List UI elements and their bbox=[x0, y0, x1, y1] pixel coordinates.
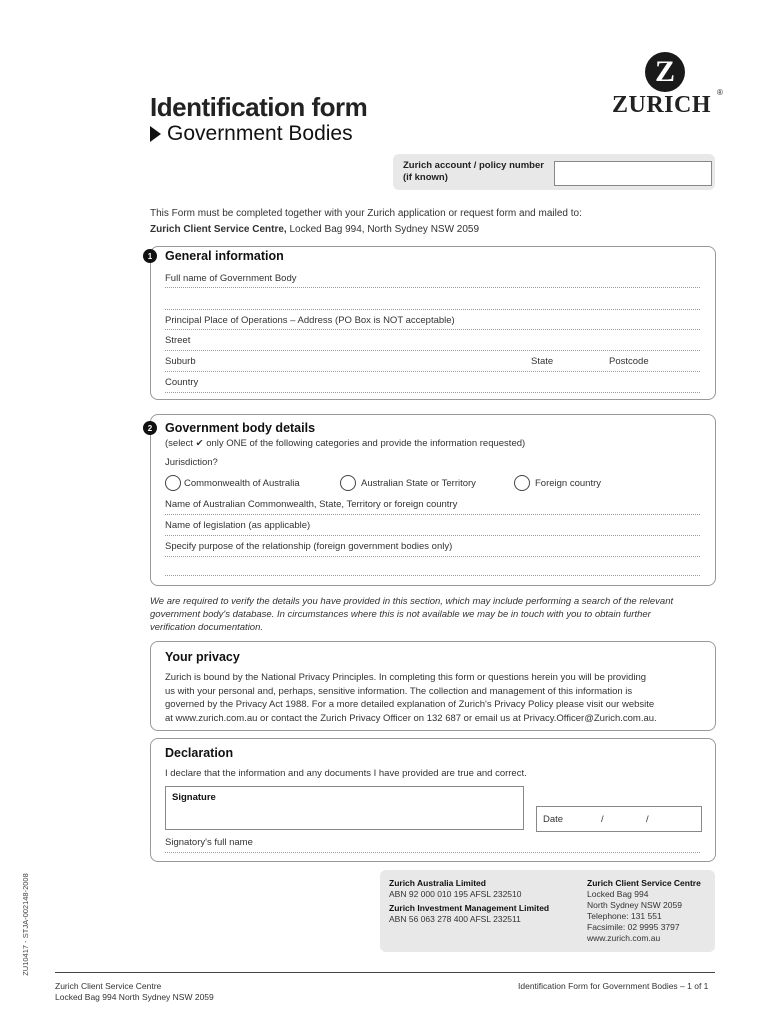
address-label: Principal Place of Operations – Address (PO Box is NOT acceptable) bbox=[165, 315, 455, 326]
country-name-label: Name of Australian Commonwealth, State, Territory or foreign country bbox=[165, 499, 458, 510]
suburb-label: Suburb bbox=[165, 356, 196, 367]
signatory-field[interactable] bbox=[165, 851, 700, 853]
date-separator: / bbox=[646, 814, 649, 825]
country-name-field[interactable] bbox=[165, 513, 700, 515]
declaration-title: Declaration bbox=[165, 746, 234, 760]
section-title: General information bbox=[165, 249, 284, 263]
country-label: Country bbox=[165, 377, 199, 388]
triangle-arrow-icon bbox=[150, 126, 161, 142]
option-commonwealth-label: Commonwealth of Australia bbox=[184, 478, 300, 489]
signature-label: Signature bbox=[172, 792, 216, 803]
suburb-state-postcode-field[interactable] bbox=[165, 370, 700, 372]
jurisdiction-label: Jurisdiction? bbox=[165, 457, 218, 468]
purpose-field[interactable] bbox=[165, 555, 700, 557]
section-number-badge: 1 bbox=[143, 249, 157, 263]
date-separator: / bbox=[601, 814, 604, 825]
zurich-logo-text: ZURICH bbox=[612, 92, 712, 118]
selection-instruction: (select ✔ only ONE of the following categories and provide the information requested) bbox=[165, 438, 526, 449]
zurich-logo-icon: Z bbox=[645, 52, 685, 92]
option-foreign-country-label: Foreign country bbox=[535, 478, 602, 489]
legislation-label: Name of legislation (as applicable) bbox=[165, 520, 311, 531]
option-state-territory-label: Australian State or Territory bbox=[361, 478, 476, 489]
privacy-title: Your privacy bbox=[165, 650, 240, 664]
signature-field[interactable] bbox=[165, 786, 524, 830]
verification-note: We are required to verify the details you have provided in this section, which may include performing a search of the relevant government body's database. In circumstances where this is not available we may be in touch with you to obtain further verification documentation. bbox=[150, 596, 674, 633]
date-label: Date bbox=[543, 814, 564, 825]
street-label: Street bbox=[165, 335, 191, 346]
intro-text: This Form must be completed together with your Zurich application or request form and mailed to: Zurich Client Service Centre, Locked Bag 994, North Sydney NSW 2059 bbox=[150, 208, 582, 235]
company-details-right: Zurich Client Service Centre Locked Bag 994 North Sydney NSW 2059 Telephone: 131 551 Facsimile: 02 9995 3797 www.zurich.com.au bbox=[587, 878, 701, 943]
form-code: ZU10417 - STJA-002148-2008 bbox=[20, 873, 30, 976]
country-field[interactable] bbox=[165, 391, 700, 393]
purpose-field-line2[interactable] bbox=[165, 574, 700, 576]
legislation-field[interactable] bbox=[165, 534, 700, 536]
section-title: Government body details bbox=[165, 421, 316, 435]
section-number-badge: 2 bbox=[143, 421, 157, 435]
radio-state-territory[interactable] bbox=[340, 475, 356, 491]
footer-page-info: Identification Form for Government Bodies – 1 of 1 bbox=[518, 981, 709, 991]
footer-divider bbox=[55, 972, 715, 973]
radio-foreign-country[interactable] bbox=[514, 475, 530, 491]
street-field[interactable] bbox=[165, 349, 700, 351]
registered-mark: ® bbox=[717, 88, 723, 97]
form-subtitle bbox=[150, 122, 353, 146]
declaration-statement: I declare that the information and any documents I have provided are true and correct. bbox=[165, 768, 527, 779]
signatory-label: Signatory's full name bbox=[165, 837, 253, 848]
address-field[interactable] bbox=[165, 328, 700, 330]
full-name-field-line2[interactable] bbox=[165, 308, 700, 310]
account-number-input[interactable] bbox=[554, 161, 712, 186]
state-label: State bbox=[531, 356, 554, 367]
purpose-label: Specify purpose of the relationship (foreign government bodies only) bbox=[165, 541, 453, 552]
account-number-label: Zurich account / policy number (if known) bbox=[403, 160, 544, 183]
footer-address: Zurich Client Service Centre Locked Bag 994 North Sydney NSW 2059 bbox=[55, 981, 214, 1002]
full-name-label: Full name of Government Body bbox=[165, 273, 297, 284]
company-details-left: Zurich Australia Limited ABN 92 000 010 195 AFSL 232510 Zurich Investment Management Limited ABN 56 063 278 400 AFSL 232511 bbox=[389, 878, 550, 924]
subtitle-text: Government Bodies bbox=[167, 122, 353, 145]
full-name-field[interactable] bbox=[165, 286, 700, 288]
postcode-label: Postcode bbox=[609, 356, 649, 367]
privacy-text: Zurich is bound by the National Privacy Principles. In completing this form or questions herein you will be providing us with your personal and, perhaps, sensitive information. The collection and management of this information is governed by the Privacy Act 1988. For a more detailed explanation of Zurich's Privacy Policy please visit our website at www.zurich.com.au or contact the Zurich Privacy Officer on 132 687 or email us at Privacy.Officer@Zurich.com.au. bbox=[165, 672, 657, 724]
radio-commonwealth[interactable] bbox=[165, 475, 181, 491]
form-title: Identification form bbox=[150, 92, 368, 122]
